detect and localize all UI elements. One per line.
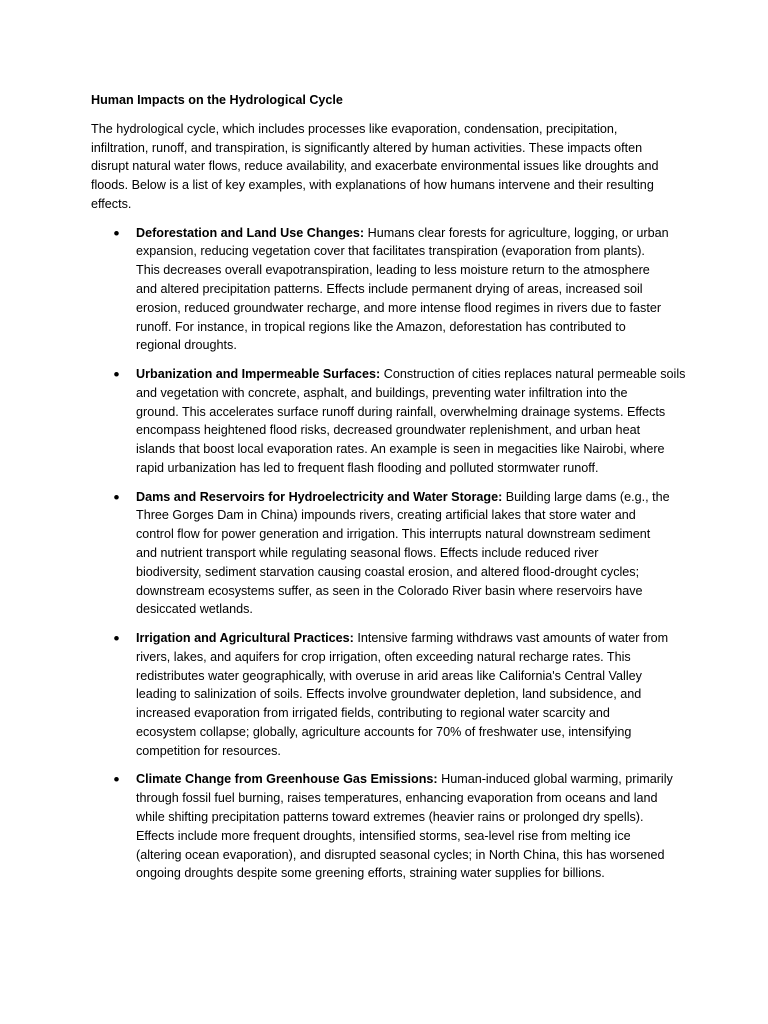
item-text: Building large dams (e.g., the (505, 489, 670, 504)
item-first-line (136, 224, 768, 243)
item-line: and vegetation with concrete, asphalt, and buildings, preventing water infiltration into the (136, 385, 628, 400)
bullet-icon: • (113, 487, 120, 507)
document-title: Human Impacts on the Hydrological Cycle (91, 92, 343, 107)
intro-paragraph (91, 120, 768, 214)
item-line: through fossil fuel burning, raises temperatures, enhancing evaporation from oceans and land (136, 791, 658, 806)
item-line: rivers, lakes, and aquifers for crop irrigation, often exceeding natural recharge rates. This (136, 649, 631, 664)
item-label: Deforestation and Land Use Changes: (136, 225, 365, 240)
item-line: downstream ecosystems suffer, as seen in the Colorado River basin where reservoirs have (136, 583, 643, 598)
item-first-line (136, 365, 768, 384)
item-line: erosion, reduced groundwater recharge, and more intense flood regimes in rivers due to faster (136, 300, 662, 315)
item-text: Humans clear forests for agriculture, logging, or urban (367, 225, 669, 240)
item-line: ground. This accelerates surface runoff during rainfall, overwhelming drainage systems. Effects (136, 404, 666, 419)
intro-line: floods. Below is a list of key examples, with explanations of how humans intervene and their resulting (91, 178, 654, 193)
item-line: increased evaporation from irrigated fields, contributing to regional water scarcity and (136, 706, 610, 721)
item-line: rapid urbanization has led to frequent flash flooding and polluted stormwater runoff. (136, 461, 599, 476)
item-line: while shifting precipitation patterns toward extremes (heavier rains or prolonged dry spells). (136, 809, 644, 824)
item-line: runoff. For instance, in tropical regions like the Amazon, deforestation has contributed to (136, 319, 626, 334)
bullet-icon: • (113, 770, 120, 790)
item-line: regional droughts. (136, 338, 237, 353)
list-item-dams-reservoirs (113, 487, 768, 620)
item-line: This decreases overall evapotranspiration, leading to less moisture return to the atmosphere (136, 263, 650, 278)
item-first-line (136, 770, 768, 789)
item-first-line (136, 488, 768, 507)
intro-line: The hydrological cycle, which includes processes like evaporation, condensation, precipitation, (91, 121, 618, 136)
list-item-deforestation (113, 223, 768, 356)
list-item-climate-change (113, 770, 768, 883)
item-label: Irrigation and Agricultural Practices: (136, 631, 354, 645)
item-label: Urbanization and Impermeable Surfaces: (136, 367, 381, 382)
item-text: Construction of cities replaces natural permeable soils (383, 367, 686, 382)
item-line: ecosystem collapse; globally, agriculture accounts for 70% of freshwater use, intensifying (136, 724, 632, 739)
list-item-irrigation (113, 629, 768, 761)
item-line: control flow for power generation and irrigation. This interrupts natural downstream sediment (136, 527, 651, 542)
item-line: (altering ocean evaporation), and disrupted seasonal cycles; in North China, this has worsened (136, 847, 665, 862)
bullet-icon: • (113, 365, 120, 385)
item-line: competition for resources. (136, 743, 281, 758)
item-line: desiccated wetlands. (136, 602, 253, 617)
item-line: redistributes water geographically, with overuse in arid areas like California's Central Valley (136, 668, 642, 683)
bullet-icon: • (113, 629, 120, 648)
intro-line: infiltration, runoff, and transpiration, is significantly altered by human activities. These impacts often (91, 140, 643, 155)
intro-line: effects. (91, 197, 132, 212)
item-text: Human-induced global warming, primarily (441, 772, 673, 787)
list-item-urbanization (113, 365, 768, 478)
item-line: biodiversity, sediment starvation causing coastal erosion, and altered flood-drought cycles; (136, 564, 640, 579)
bullet-icon: • (113, 223, 120, 243)
impact-list (91, 224, 768, 883)
intro-line: disrupt natural water flows, reduce availability, and exacerbate environmental issues like droughts and (91, 159, 659, 174)
item-first-line (136, 629, 768, 648)
item-text: Intensive farming withdraws vast amounts of water from (357, 631, 669, 645)
item-line: ongoing droughts despite some greening efforts, straining water supplies for billions. (136, 866, 605, 881)
item-label: Climate Change from Greenhouse Gas Emissions: (136, 772, 438, 787)
item-line: expansion, reducing vegetation cover that facilitates transpiration (evaporation from plants). (136, 244, 645, 259)
item-line: encompass heightened flood risks, decreased groundwater replenishment, and urban heat (136, 423, 641, 438)
item-line: Effects include more frequent droughts, intensified storms, sea-level rise from melting ice (136, 828, 631, 843)
item-line: islands that boost local evaporation rates. An example is seen in megacities like Nairobi, where (136, 442, 665, 457)
item-line: and nutrient transport while regulating seasonal flows. Effects include reduced river (136, 546, 599, 561)
item-label: Dams and Reservoirs for Hydroelectricity and Water Storage: (136, 489, 503, 504)
item-line: and altered precipitation patterns. Effects include permanent drying of areas, increased soil (136, 282, 643, 297)
item-line: leading to salinization of soils. Effects involve groundwater depletion, land subsidence, and (136, 687, 642, 702)
item-line: Three Gorges Dam in China) impounds rivers, creating artificial lakes that store water and (136, 508, 636, 523)
